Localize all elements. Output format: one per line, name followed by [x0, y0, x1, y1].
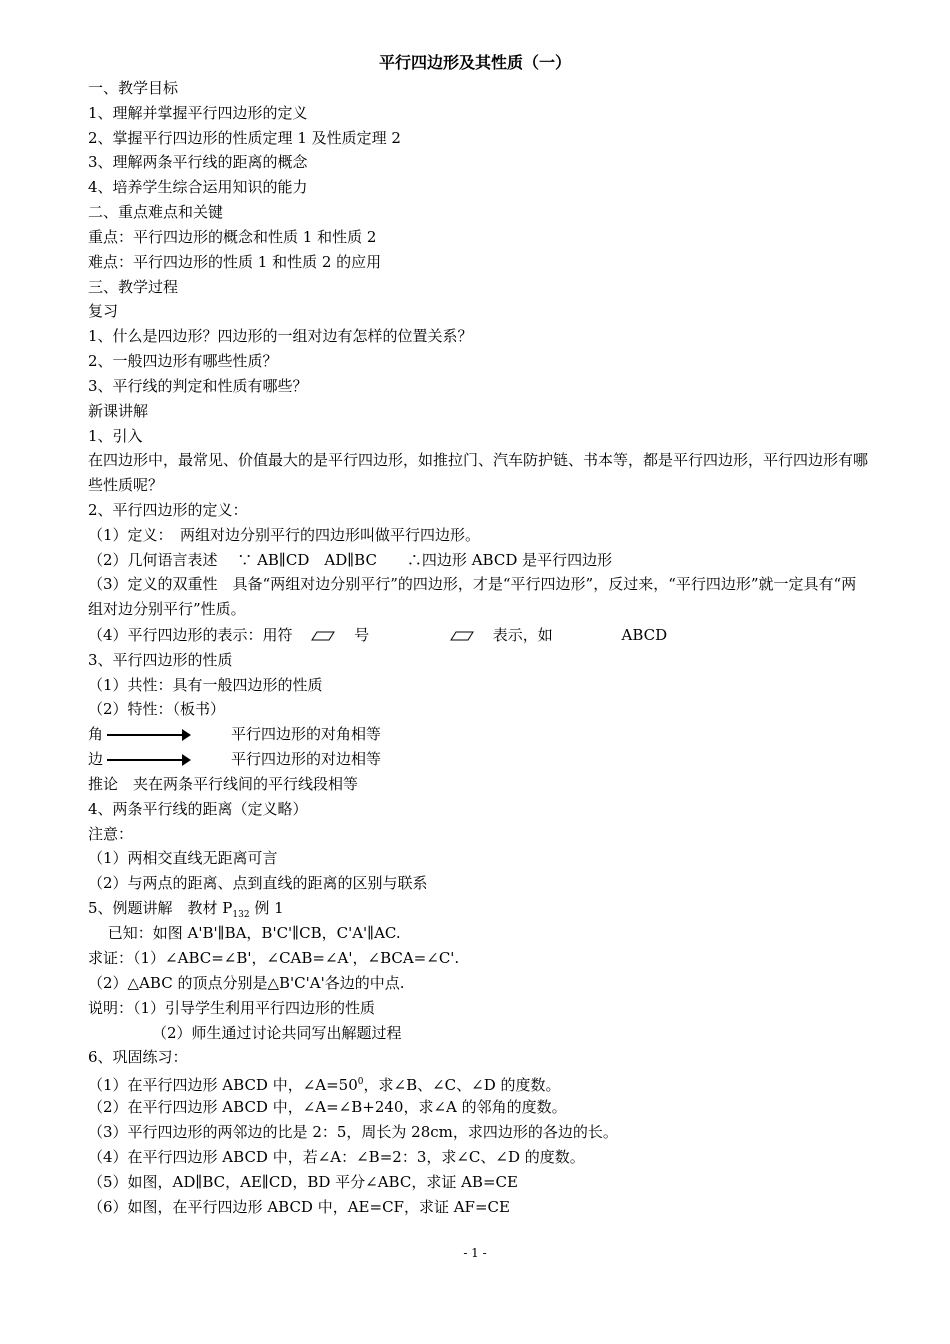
paragraph: （3）定义的双重性 具备“两组对边分别平行”的四边形，才是“平行四边形”，反过来，“平行四边形”就一定具有“两组对边分别平行”性质。 — [88, 575, 857, 618]
text-line: 2、一般四边形有哪些性质？ — [88, 352, 278, 370]
text-line: （2）特性：（板书） — [88, 700, 226, 718]
text-fragment: 平行四边形的对边相等 — [231, 750, 382, 768]
text-fragment: 号 — [354, 626, 370, 644]
text-line: 3、理解两条平行线的距离的概念 — [88, 153, 308, 171]
text-line: 2、掌握平行四边形的性质定理 1 及性质定理 2 — [88, 129, 401, 147]
section-heading: 一、教学目标 — [88, 79, 179, 97]
text-line: 6、巩固练习： — [88, 1048, 188, 1066]
superscript: 0 — [357, 1077, 364, 1087]
text-line: （2）在平行四边形 ABCD 中，∠A=∠B+240，求∠A 的邻角的度数。 — [88, 1098, 567, 1116]
text-line: 求证：（1）∠ABC=∠B'，∠CAB=∠A'，∠BCA=∠C'. — [88, 949, 460, 967]
text-line: 4、培养学生综合运用知识的能力 — [88, 178, 308, 196]
section-heading: 三、教学过程 — [88, 278, 179, 296]
text-fragment: （4）平行四边形的表示：用符 — [88, 626, 293, 644]
text-fragment: 平行四边形的对角相等 — [231, 725, 382, 743]
text-line: （2）几何语言表述 ∵ AB∥CD AD∥BC ∴四边形 ABCD 是平行四边形 — [88, 551, 613, 569]
text-line: （6）如图，在平行四边形 ABCD 中，AE=CF，求证 AF=CE — [88, 1198, 510, 1216]
text-line: 说明：（1）引导学生利用平行四边形的性质 — [88, 999, 376, 1017]
text-fragment: ABCD — [621, 626, 668, 644]
text-fragment: （1）在平行四边形 ABCD 中，∠A=50 — [88, 1076, 358, 1094]
text-line — [88, 898, 284, 925]
text-line: 重点：平行四边形的概念和性质 1 和性质 2 — [88, 228, 377, 246]
text-line: 3、平行四边形的性质 — [88, 651, 233, 669]
text-line: 复习 — [88, 302, 119, 320]
text-line: （2）△ABC 的顶点分别是△B'C'A'各边的中点. — [88, 974, 405, 992]
text-fragment: ，求∠B、∠C、∠D 的度数。 — [363, 1076, 561, 1094]
text-line: 已知：如图 A'B'∥BA，B'C'∥CB，C'A'∥AC. — [88, 924, 401, 942]
text-line — [88, 625, 667, 645]
text-line: （1）共性：具有一般四边形的性质 — [88, 676, 323, 694]
text-fragment: 表示，如 — [492, 626, 553, 644]
text-line: （3）平行四边形的两邻边的比是 2：5，周长为 28cm，求四边形的各边的长。 — [88, 1123, 618, 1141]
text-line: （2）师生通过讨论共同写出解题过程 — [152, 1024, 402, 1042]
text-line — [88, 1072, 561, 1095]
subscript: 132 — [232, 910, 250, 920]
text-line — [88, 749, 381, 769]
text-line: （5）如图，AD∥BC，AE∥CD，BD 平分∠ABC，求证 AB=CE — [88, 1173, 518, 1191]
text-fragment: 边 — [88, 750, 104, 768]
page-title: 平行四边形及其性质（一） — [378, 53, 571, 72]
text-fragment: 角 — [88, 725, 104, 743]
text-line: 1、理解并掌握平行四边形的定义 — [88, 104, 308, 122]
text-line — [88, 724, 381, 744]
text-line: （1）定义： 两组对边分别平行的四边形叫做平行四边形。 — [88, 526, 481, 544]
paragraph: 在四边形中，最常见、价值最大的是平行四边形，如推拉门、汽车防护链、书本等，都是平行四边形，平行四边形有哪些性质呢？ — [88, 451, 869, 494]
text-line: （2）与两点的距离、点到直线的距离的区别与联系 — [88, 874, 428, 892]
text-line: 3、平行线的判定和性质有哪些？ — [88, 377, 308, 395]
text-line: 1、引入 — [88, 427, 143, 445]
text-line: 推论 夹在两条平行线间的平行线段相等 — [88, 775, 359, 793]
arrow-icon — [107, 759, 189, 761]
text-fragment: 例 1 — [249, 899, 284, 917]
arrow-icon — [107, 734, 189, 736]
section-heading: 二、重点难点和关键 — [88, 203, 224, 221]
text-line: 新课讲解 — [88, 402, 149, 420]
text-line: 难点：平行四边形的性质 1 和性质 2 的应用 — [88, 253, 382, 271]
text-line: 注意： — [88, 825, 134, 843]
parallelogram-icon — [450, 631, 474, 641]
parallelogram-icon — [311, 631, 335, 641]
text-fragment: 5、例题讲解 教材 P — [88, 899, 233, 917]
text-line: 2、平行四边形的定义： — [88, 501, 248, 519]
text-line: （4）在平行四边形 ABCD 中，若∠A：∠B=2：3，求∠C、∠D 的度数。 — [88, 1148, 585, 1166]
page-number: - 1 - — [463, 1246, 487, 1260]
text-line: 4、两条平行线的距离（定义略） — [88, 800, 308, 818]
text-line: （1）两相交直线无距离可言 — [88, 849, 278, 867]
text-line: 1、什么是四边形？四边形的一组对边有怎样的位置关系？ — [88, 327, 473, 345]
